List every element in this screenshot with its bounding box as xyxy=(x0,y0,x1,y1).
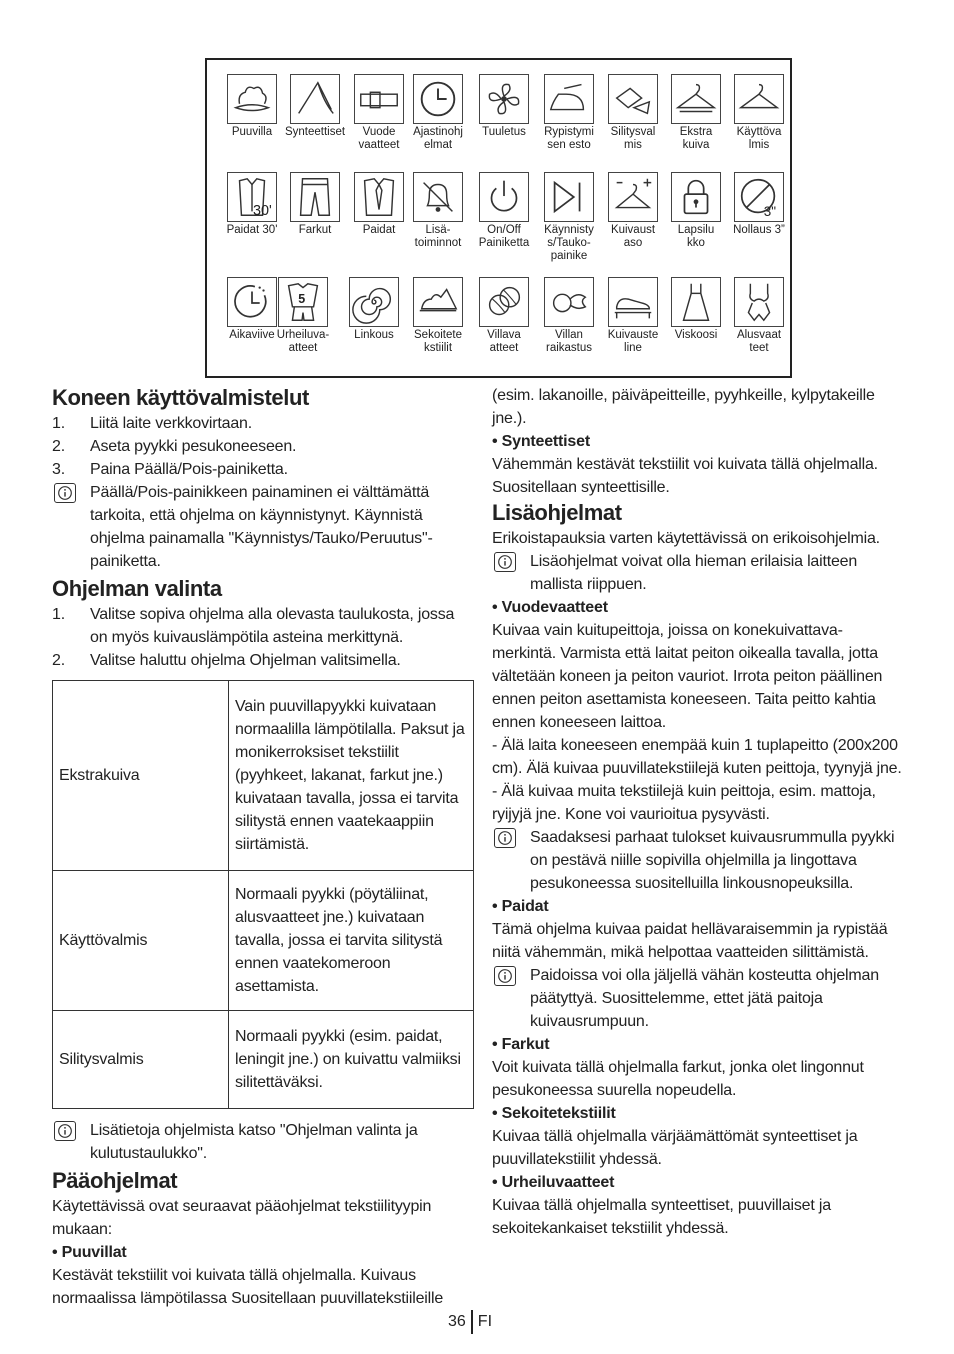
iron-icon xyxy=(544,74,594,124)
sportswear-icon xyxy=(278,277,328,327)
info-note xyxy=(52,481,474,573)
list-item xyxy=(52,603,474,649)
info-icon xyxy=(494,828,516,848)
paragraph: - Älä laita koneeseen enempää kuin 1 tuplapeitto (200x200 cm). Älä kuivaa puuvillatekstiilejä kuten peittoja, tyynyjä jne. xyxy=(492,737,902,777)
symbol-label: Nollaus 3” xyxy=(733,224,785,236)
icon-text: 3" xyxy=(763,204,777,220)
symbol-label: Villan raikastus xyxy=(545,329,593,354)
symbol-timer xyxy=(400,74,476,152)
symbol-extra-functions xyxy=(400,172,476,250)
table-value: Normaali pyykki (esim. paidat, leningit jne.) on kuivattu valmiiksi silitettäväksi. xyxy=(229,1011,474,1109)
footer-divider xyxy=(471,1310,473,1334)
paragraph: (esim. lakanoille, päiväpeitteille, pyyhkeille, kylpytakeille jne.). xyxy=(492,387,875,427)
lingerie-icon xyxy=(734,277,784,327)
heading-extra-programs: Lisäohjelmat xyxy=(492,500,622,525)
symbol-label: Vuode vaatteet xyxy=(358,126,400,151)
synthetic-icon xyxy=(290,74,340,124)
icon-text: 30' xyxy=(252,203,272,220)
symbol-label: Sekoitete kstiilit xyxy=(414,329,462,354)
bullet-heading: • Puuvillat xyxy=(52,1244,127,1261)
symbol-label: Farkut xyxy=(298,224,332,236)
symbol-sportswear xyxy=(265,277,341,355)
list-number: 1. xyxy=(52,606,65,623)
table-key: Silitysvalmis xyxy=(53,1011,229,1109)
symbol-label: Kuivauste line xyxy=(607,329,659,354)
reset-icon xyxy=(734,172,784,222)
hanger-icon xyxy=(671,74,721,124)
bullet-heading: • Urheiluvaatteet xyxy=(492,1174,615,1191)
lock-icon xyxy=(671,172,721,222)
page-number: 36 xyxy=(448,1313,466,1331)
symbol-wear-ready xyxy=(721,74,797,152)
symbol-legend xyxy=(205,58,792,378)
info-text: Saadaksesi parhaat tulokset kuivausrummulla pyykki on pestävä niille sopivilla ohjelmilla ja lingottava pesukoneessa suositelluilla linkousnopeuksilla. xyxy=(530,829,895,892)
info-note xyxy=(492,826,904,895)
heading-main-programs: Pääohjelmat xyxy=(52,1168,178,1193)
play-pause-icon xyxy=(544,172,594,222)
symbol-label: Kuivaust aso xyxy=(610,224,656,249)
info-icon xyxy=(54,483,76,503)
paragraph: Kuivaa vain kuitupeittoja, joissa on konekuivattava-merkintä. Varmista että laitat peiton oikealla tavalla, jotta vältetään koneen ja peiton vauriot. Irrota peiton päällinen ennen peiton asettamista koneeseen. Taita peitto kahtia ennen koneeseen laittoa. xyxy=(492,622,883,731)
paragraph: Erikoistapauksia varten käytettävissä on erikoisohjelmia. xyxy=(492,530,880,547)
symbol-label: Viskoosi xyxy=(674,329,718,341)
list-item xyxy=(52,649,474,672)
info-text: Paidoissa voi olla jäljellä vähän kosteutta ohjelman päätyttyä. Suosittelemme, ettet jätä paitoja kuivausrumpuun. xyxy=(530,967,879,1030)
bedding-icon xyxy=(354,74,404,124)
symbol-label: Aikaviive xyxy=(229,329,275,341)
table-value: Vain puuvillapyykki kuivataan normaalilla lämpötilalla. Paksut ja monikerroksiset tekstiilit (pyyhkeet, lakanat, farkut jne.) kuivataan tavalla, jossa ei tarvita silitystä ennen vaatekaappiin siirtämistä. xyxy=(229,681,474,871)
hanger-icon xyxy=(734,74,784,124)
icon-text: 5 xyxy=(298,291,306,306)
list-item xyxy=(52,458,474,481)
symbol-label: Ajastinohj elmat xyxy=(413,126,463,151)
symbol-label: Synteettiset xyxy=(284,126,346,138)
shirt-30-icon xyxy=(227,172,277,222)
paragraph: Kestävät tekstiilit voi kuivata tällä ohjelmalla. Kuivaus normaalissa lämpötilassa Suositellaan puuvillatekstiileille xyxy=(52,1267,444,1307)
paragraph: Tämä ohjelma kuivaa paidat hellävaraisemmin ja rypistää niitä vähemmän, mikä helpottaa vaatteiden silittämistä. xyxy=(492,921,888,961)
bullet-heading: • Paidat xyxy=(492,898,549,915)
heading-program-selection: Ohjelman valinta xyxy=(52,576,222,601)
list-text: Paina Päällä/Pois-painiketta. xyxy=(90,461,288,478)
wool-refresh-icon xyxy=(544,277,594,327)
list-item xyxy=(52,435,474,458)
list-number: 2. xyxy=(52,652,65,669)
list-number: 2. xyxy=(52,438,65,455)
paragraph: - Älä kuivaa muita tekstiilejä kuin peittoja, esim. mattoja, ryijyjä jne. Kone voi vaurioitua pysyvästi. xyxy=(492,783,876,823)
iron-dry-icon xyxy=(608,74,658,124)
symbol-label: Lisä- toiminnot xyxy=(414,224,462,249)
paragraph: Voit kuivata tällä ohjelmalla farkut, jonka olet lingonnut pesukoneessa suurella nopeudella. xyxy=(492,1059,864,1099)
hanger-plus-minus-icon xyxy=(608,172,658,222)
info-text: Päällä/Pois-painikkeen painaminen ei välttämättä tarkoita, että ohjelma on käynnistynyt. Käynnistä ohjelma painamalla "Käynnistys/Tauko/Peruutus"-painiketta. xyxy=(90,484,433,570)
info-icon xyxy=(494,552,516,572)
table-row xyxy=(53,871,474,1011)
list-text: Liitä laite verkkovirtaan. xyxy=(90,415,252,432)
symbol-label: Paidat 30' xyxy=(226,224,278,236)
symbol-label: Silitysval mis xyxy=(610,126,656,151)
language-code: FI xyxy=(477,1313,493,1331)
symbol-label: Rypistymi sen esto xyxy=(544,126,594,151)
info-text: Lisätietoja ohjelmista katso "Ohjelman valinta ja kulutustaulukko". xyxy=(90,1122,418,1162)
info-note xyxy=(492,964,904,1033)
paragraph: Käytettävissä ovat seuraavat pääohjelmat tekstiilityypin mukaan: xyxy=(52,1198,432,1238)
paragraph: Vähemmän kestävät tekstiilit voi kuivata tällä ohjelmalla. Suositellaan synteettisille. xyxy=(492,456,878,496)
dress-icon xyxy=(671,277,721,327)
bullet-heading: • Sekoitetekstiilit xyxy=(492,1105,616,1122)
table-key: Käyttövalmis xyxy=(53,871,229,1011)
symbol-reset-3s xyxy=(721,172,797,237)
symbol-label: Linkous xyxy=(354,329,394,341)
paragraph: Kuivaa tällä ohjelmalla värjäämättömät synteettiset ja puuvillatekstiilit yhdessä. xyxy=(492,1128,858,1168)
symbol-lingerie xyxy=(721,277,797,355)
bullet-heading: • Farkut xyxy=(492,1036,550,1053)
shirt-icon xyxy=(354,172,404,222)
list-number: 1. xyxy=(52,415,65,432)
page-footer xyxy=(448,1310,492,1334)
table-key: Ekstrakuiva xyxy=(53,681,229,871)
symbol-mixed xyxy=(400,277,476,355)
program-table xyxy=(52,680,474,1109)
left-column xyxy=(52,384,474,1310)
list-text: Valitse sopiva ohjelma alla olevasta taulukosta, jossa on myös kuivauslämpötila asteina merkittynä. xyxy=(90,606,455,646)
info-note xyxy=(492,550,904,596)
info-icon xyxy=(54,1121,76,1141)
info-icon xyxy=(494,966,516,986)
wool-icon xyxy=(479,277,529,327)
list-item xyxy=(52,412,474,435)
info-text: Lisäohjelmat voivat olla hieman erilaisia laitteen mallista riippuen. xyxy=(530,553,858,593)
bell-off-icon xyxy=(413,172,463,222)
symbol-label: Alusvaat teet xyxy=(736,329,782,354)
bullet-heading: • Vuodevaatteet xyxy=(492,599,608,616)
list-text: Valitse haluttu ohjelma Ohjelman valitsimella. xyxy=(90,652,401,669)
symbol-label: Lapsilu kko xyxy=(677,224,715,249)
table-value: Normaali pyykki (pöytäliinat, alusvaatteet jne.) kuivataan tavalla, jossa ei tarvita silitystä ennen vaatekomeroon asettamista. xyxy=(229,871,474,1011)
paragraph: Kuivaa tällä ohjelmalla synteettiset, puuvillaiset ja sekoitekankaiset tekstiilit yhdessä. xyxy=(492,1197,831,1237)
right-column xyxy=(492,384,904,1240)
bullet-heading: • Synteettiset xyxy=(492,433,590,450)
list-text: Aseta pyykki pesukoneeseen. xyxy=(90,438,297,455)
fan-icon xyxy=(479,74,529,124)
symbol-label: Puuvilla xyxy=(231,126,273,138)
mixed-textiles-icon xyxy=(413,277,463,327)
table-row xyxy=(53,681,474,871)
jeans-icon xyxy=(290,172,340,222)
symbol-label: Villava atteet xyxy=(487,329,521,354)
symbol-label: Käyttöva lmis xyxy=(736,126,782,151)
cotton-icon xyxy=(227,74,277,124)
shoe-rack-icon xyxy=(608,277,658,327)
symbol-label: Tuuletus xyxy=(482,126,526,138)
symbol-label: Ekstra kuiva xyxy=(679,126,713,151)
symbol-label: Käynnisty s/Tauko- painike xyxy=(544,224,594,262)
clock-icon xyxy=(413,74,463,124)
symbol-label: Urheiluva- atteet xyxy=(276,329,330,354)
symbol-label: On/Off Painiketta xyxy=(478,224,530,249)
spiral-icon xyxy=(349,277,399,327)
table-row xyxy=(53,1011,474,1109)
info-note xyxy=(52,1119,474,1165)
heading-preparation: Koneen käyttövalmistelut xyxy=(52,385,309,410)
list-number: 3. xyxy=(52,461,65,478)
symbol-label: Paidat xyxy=(362,224,396,236)
power-icon xyxy=(479,172,529,222)
